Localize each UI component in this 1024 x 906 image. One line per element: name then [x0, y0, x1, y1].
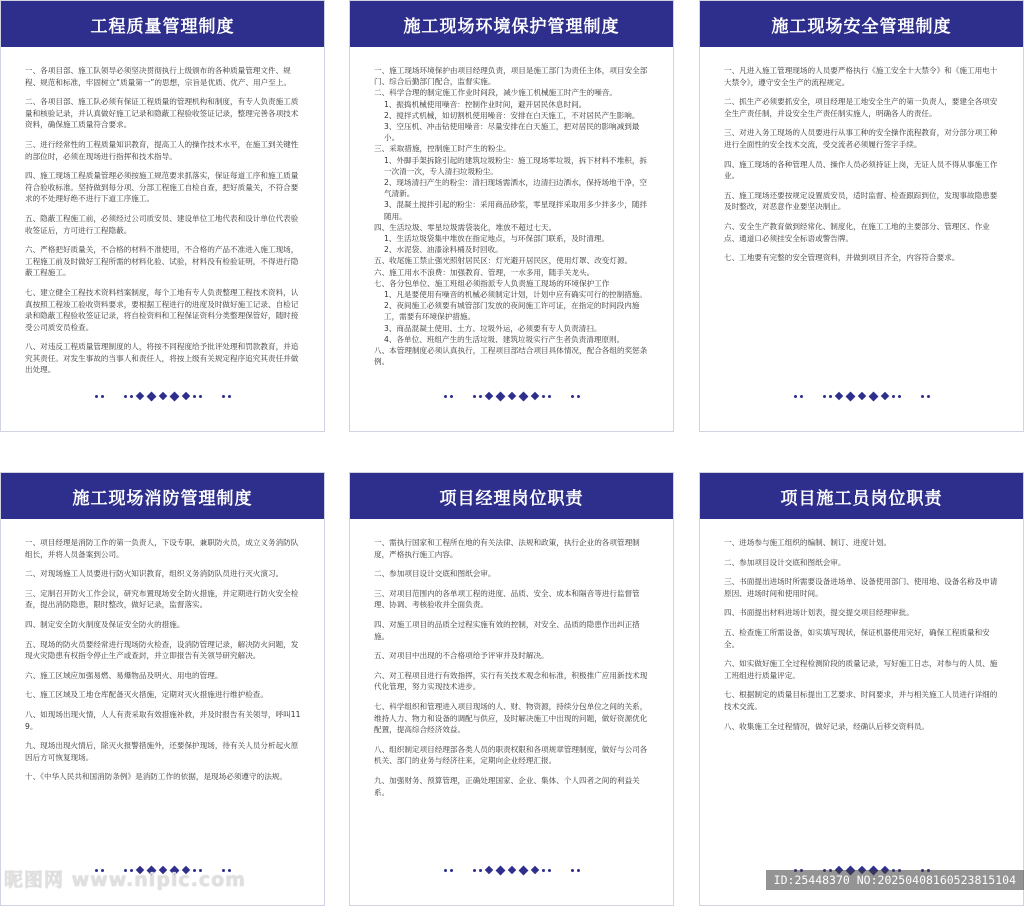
rule-item: 七、科学组织和管理进入项目现场的人、财、物资源，持续分包单位之间的关系，维持人力、物力和设备的调配与供应，及时解决施工中出现的问题，做好资源优化配置，提高综合经济效益。 [374, 701, 648, 735]
board-body [350, 519, 673, 798]
rule-item: 一、施工现场环境保护由项目经理负责，项目是施工部门为责任主体，项目安全部门、综合后勤部门配合，监督实施。 [374, 66, 648, 87]
rule-item: 四、书面提出材料进场计划表，提交提交项目经理审批。 [724, 608, 914, 618]
board-body [1, 47, 324, 376]
rule-item: 三、对进入务工现场的人员要进行从事工种的安全操作流程教育，对分部分项工种进行全面性的安全技术交流，受交流者必须履行签字手续。 [724, 128, 998, 149]
rule-item: 三、采取措施，控制施工时产生的粉尘。 [374, 144, 511, 154]
board-body [700, 47, 1023, 264]
rule-item: 二、参加项目设计交底和图纸会审。 [374, 569, 496, 579]
board-title: 施工现场消防管理制度 [1, 473, 324, 519]
rule-item: 三、书面提出进场时所需要设备进场单、设备使用部门、使用地、设备名称及申请原因、进场时间和使用时间。 [724, 577, 998, 598]
rule-item: 八、收集施工全过程情况，做好记录，经确认后移交资料员。 [724, 721, 930, 731]
rule-item: 八、组织制定项目经理部各类人员的职责权限和各项规章管理制度，做好与公司各机关、部门的业务与经济往来，定期向企业经理汇报。 [374, 744, 648, 766]
rule-item: 五、施工现场还要按规定设置质安员，适时监督、检查跟踪到位，发现事故隐患要及时整改，对恶意作业要坚决制止。 [724, 190, 998, 212]
rule-subitem: 3、空压机、冲击钻使用噪音：尽量安排在白天施工，把对居民的影响减到最小。 [384, 122, 640, 143]
rule-item: 二、参加项目设计交底和图纸会审。 [724, 557, 846, 567]
rule-item: 六、施工区域应加强易燃、易爆物品及明火、用电的管理。 [25, 670, 223, 680]
rule-item: 六、严格把好质量关，不合格的材料不准使用，不合格的产品不准进入施工现场，工程施工前及时做好工程所需的材料化验、试验，材料没有检验证明，不得进行隐蔽工程施工。 [25, 245, 299, 278]
board-title: 工程质量管理制度 [1, 1, 324, 47]
board-title: 项目经理岗位职责 [350, 473, 673, 519]
rule-item: 三、定制召开防火工作会议，研究布置现场安全防火措施，并定期进行防火安全检查，提出消防隐患，限时整改，做好记录，监督落实。 [25, 588, 299, 610]
rule-item: 六、施工用水不浪费：加强教育、管理，一水多用，随手关龙头。 [374, 267, 595, 277]
rule-item: 七、施工区域及工地仓库配备灭火措施，定期对灭火措施进行维护检查。 [25, 690, 268, 700]
rule-item: 九、现场出现火情后，除灭火报警措施外，还要保护现场，待有关人员分析起火原因后方可恢复现场。 [25, 741, 299, 762]
rule-item: 五、检查施工所需设备，如实填写现状，保证机器使用完好，确保工程质量和安全。 [724, 627, 990, 649]
rule-item: 一、项目经理是消防工作的第一负责人，下设专职、兼职防火员，成立义务消防队组长，并将人员备案到公司。 [25, 538, 299, 559]
board-body [350, 47, 673, 367]
rule-item: 二、对现场施工人员要进行防火知识教育，组织义务消防队员进行灭火演习。 [25, 569, 284, 579]
rule-subitem: 3、商品混凝土使用、土方、垃圾外运，必须要有专人负责清扫。 [384, 323, 602, 333]
rule-item: 四、生活垃圾、零星垃圾需袋装化，堆放不超过七天。 [374, 222, 557, 232]
rule-subitem: 2、水泥袋、油漆涂料桶及时回收。 [384, 245, 503, 255]
rule-subitem: 2、搅拌式机械，如切割机使用噪音：安排在白天施工，不对居民产生影响。 [384, 110, 640, 120]
board-title: 项目施工员岗位职责 [700, 473, 1023, 519]
board-fire [0, 472, 325, 906]
rule-item: 八、如现场出现火情，人人有责采取有效措施补救，并及时报告有关领导，呼叫119。 [25, 709, 301, 731]
rule-item: 五、收尾施工禁止强光照射居民区：灯光避开居民区，使用灯罩、改变灯源。 [374, 256, 633, 266]
rule-item: 三、进行经常性的工程质量知识教育，提高工人的操作技术水平，在施工到关键性的部位时，必须在现场进行指挥和技术指导。 [25, 139, 299, 161]
rule-item: 一、需执行国家和工程所在地的有关法律、法规和政策，执行企业的各项管理制度，严格执行施工内容。 [374, 538, 640, 559]
rule-item: 二、抓生产必须要抓安全，项目经理是工地安全生产的第一负责人，要建全各项安全生产责任制，并设安全生产责任制实施人，明确各人的责任。 [724, 97, 998, 118]
rule-subitem: 2、夜间施工必须要有城管部门发放的夜间施工许可证，在指定的时间段内施工，需要有环境保护措施。 [384, 301, 640, 322]
rule-item: 四、施工现场的各种管理人员、操作人员必须持证上岗，无证人员不得从事施工作业。 [724, 159, 998, 181]
rule-subitem: 2、现场清扫产生的粉尘：清扫现场需洒水，边清扫边洒水，保持场地干净，空气清新。 [384, 178, 648, 199]
rule-item: 三、对项目范围内的各单项工程的进度、品质、安全、成本和隔音等进行监督管理、协调、考核验收并全面负责。 [374, 588, 640, 610]
rule-item: 八、本管理制度必须认真执行，工程项目部结合项目具体情况，配合各组的奖惩条例。 [374, 346, 648, 367]
site-watermark: 昵图网 www.nipic.com [4, 869, 247, 891]
board-safety [699, 0, 1024, 432]
rule-subitem: 4、各单位、班组产生的生活垃圾、建筑垃圾实行产生者负责清理原则。 [384, 334, 625, 344]
rule-item: 一、进场参与施工组织的编制、制订、进度计划。 [724, 538, 892, 547]
rule-item: 五、隐蔽工程施工前，必须经过公司质安员、建设单位工地代表和设计单位代表验收签证后，方可进行工程隐蔽。 [25, 213, 299, 235]
rule-item: 五、现场的防火员要经常进行现场防火检查，设消防管理记录，解决防火问题，发现火灾隐患有权指令停止生产或查封，并立即报告有关领导研究解决。 [25, 639, 299, 661]
rule-item: 九、加强财务、预算管理，正确处理国家、企业、集体、个人四者之间的利益关系。 [374, 775, 640, 797]
rule-item: 一、各项目部、施工队领导必须坚决贯彻执行上级颁布的各种质量管理文件、规程、规范和标准，牢固树立“质量第一”的思想，宗旨是优质、优产、用户至上。 [25, 66, 292, 87]
board-title: 施工现场安全管理制度 [700, 1, 1023, 47]
rule-item: 二、科学合理的制定施工作业时间段，减少施工机械施工时产生的噪音。 [374, 88, 617, 98]
rule-item: 四、制定安全防火制度及保证安全防火的措施。 [25, 619, 185, 629]
rule-item: 七、根据制定的质量目标提出工艺要求、时间要求，并与相关施工人员进行详细的技术交流。 [724, 690, 998, 711]
board-environment [349, 0, 674, 432]
rule-item: 六、如实做好施工全过程检测阶段的质量记录，写好施工日志，对参与的人员、施工班组进行质量评定。 [724, 659, 998, 680]
rule-item: 六、对工程项目进行有效指挥，实行有关技术观念和标准，积极推广应用新技术现代化管理，努力实现技术进步。 [374, 670, 648, 692]
ornament-divider [700, 391, 1023, 401]
ornament-divider [350, 391, 673, 401]
rule-item: 七、工地要有完整的安全管理资料，并做到项目齐全，内容符合要求。 [724, 253, 960, 263]
rule-item: 二、各项目部、施工队必须有保证工程质量的管理机构和制度，有专人负责施工质量和核验记录，并认真做好施工记录和隐蔽工程验收签证记录，整理完善各项技术资料，确保施工质量符合要求。 [25, 97, 299, 130]
rule-subitem: 3、混凝土搅拌引起的粉尘：采用商品砂浆，零星现拌采取用多少拌多少，随拌随用。 [384, 200, 648, 221]
board-body [700, 519, 1023, 732]
rule-item: 七、各分包单位、施工班组必须指派专人负责施工现场的环境保护工作 [374, 278, 610, 288]
ornament-divider [350, 865, 673, 875]
rule-subitem: 1、生活垃圾袋集中堆放在指定地点，与环保部门联系，及时清理。 [384, 234, 610, 244]
rule-subitem: 1、振捣机械使用噪音：控制作业时间，避开居民休息时间。 [384, 99, 587, 109]
rule-item: 十、《中华人民共和国消防条例》是消防工作的依据，是现场必须遵守的法规。 [25, 772, 287, 782]
board-pm-duties [349, 472, 674, 906]
board-quality [0, 0, 325, 432]
rule-item: 四、施工现场工程质量管理必须按施工规范要求抓落实，保证每道工序和施工质量符合验收标准。坚持做到每分项、分部工程施工自检自查，把好质量关，不符合要求的不处理好绝不进行下道工序施工。 [25, 171, 299, 204]
rule-item: 八、对违反工程质量管理制度的人，将按不同程度给予批评处理和罚款教育，并追究其责任。对发生事故的当事人和责任人，将按上级有关规定程序追究其责任并做出处理。 [25, 342, 299, 375]
ornament-divider [1, 391, 324, 401]
board-body [1, 519, 324, 783]
board-title: 施工现场环境保护管理制度 [350, 1, 673, 47]
rule-item: 一、凡进入施工管理现场的人员要严格执行《施工安全十大禁令》和《施工用电十大禁令》，遵守安全生产的流程规定。 [724, 66, 998, 87]
rule-item: 六、安全生产教育做到经常化、制度化，在施工工地的主要部分、管理区、作业点、通道口必须挂安全标语或警告牌。 [724, 221, 990, 243]
rule-item: 七、建立健全工程技术资料档案制度，每个工地有专人负责整理工程技术资料，认真按照工程竣工验收资料要求，要根据工程进行的进度及时做好施工记录、自检记录和隐蔽工程验收签证记录，将自检资料和工程保证资料分类整理保管好，随时接受公司质安员检查。 [25, 287, 299, 332]
rule-item: 五、对项目中出现的不合格项给予评审并及时解决。 [374, 651, 549, 661]
rule-item: 四、对施工项目的品质全过程实施有效的控制，对安全、品质的隐患作出纠正措施。 [374, 619, 640, 641]
image-id-watermark: ID:25448370 NO:20250408160523815104 [766, 870, 1024, 890]
rule-subitem: 1、外脚手架拆除引起的建筑垃圾粉尘：施工现场零垃圾，拆下材料不堆积，拆一次清一次，专人清扫垃圾粉尘。 [384, 155, 648, 176]
board-builder-duties [699, 472, 1024, 906]
rule-subitem: 1、凡是要使用有噪音的机械必须制定计划，计划中应有确实可行的控制措施。 [384, 290, 648, 300]
